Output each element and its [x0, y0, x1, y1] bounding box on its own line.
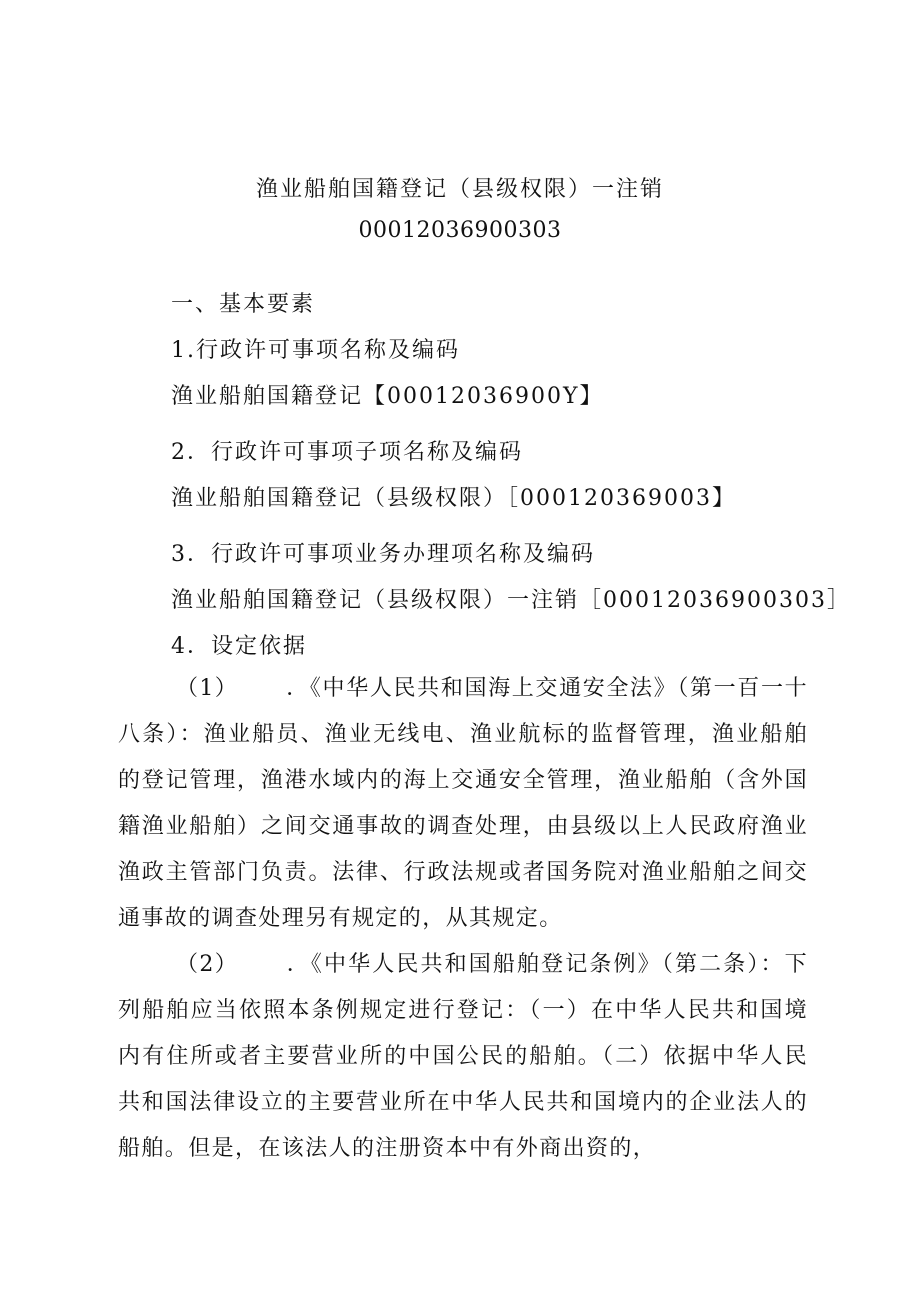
basis-2-number: （2） — [176, 952, 239, 977]
item-1-heading: 1.行政许可事项名称及编码 — [171, 338, 460, 363]
item-2-heading: 2．行政许可事项子项名称及编码 — [171, 440, 523, 465]
document-title: 渔业船舶国籍登记（县级权限）一注销 — [255, 177, 664, 202]
basis-1-text: ．《中华人民共和国海上交通安全法》（第一百一十八条）：渔业船员、渔业无线电、渔业航标的监督管理，渔业船舶的登记管理，渔港水域内的海上交通安全管理，渔业船舶（含外国籍渔业船舶）之间交通事故的调查处理，由县级以上人民政府渔业渔政主管部门负责。法律、行政法规或者国务院对渔业船舶之间交通事故的调查处理另有规定的，从其规定。 — [118, 676, 808, 931]
basis-1-number: （1） — [176, 676, 239, 701]
section-heading: 一、基本要素 — [171, 292, 316, 317]
item-3-heading: 3．行政许可事项业务办理项名称及编码 — [171, 542, 595, 567]
document-code: 00012036900303 — [358, 218, 562, 243]
basis-paragraph-2 — [118, 942, 808, 1172]
item-3-value: 渔业船舶国籍登记（县级权限）一注销［00012036900303］ — [171, 588, 851, 613]
item-1-value: 渔业船舶国籍登记【00012036900Y】 — [171, 384, 604, 409]
basis-2-text: ．《中华人民共和国船舶登记条例》（第二条）：下列船舶应当依照本条例规定进行登记：（一）在中华人民共和国境内有住所或者主要营业所的中国公民的船舶。（二）依据中华人民共和国法律设立的主要营业所在中华人民共和国境内的企业法人的船舶。但是，在该法人的注册资本中有外商出资的， — [118, 952, 808, 1161]
basis-paragraph-1 — [118, 666, 808, 942]
item-4-heading: 4．设定依据 — [171, 634, 307, 659]
item-2-value: 渔业船舶国籍登记（县级权限）［000120369003】 — [171, 486, 736, 511]
